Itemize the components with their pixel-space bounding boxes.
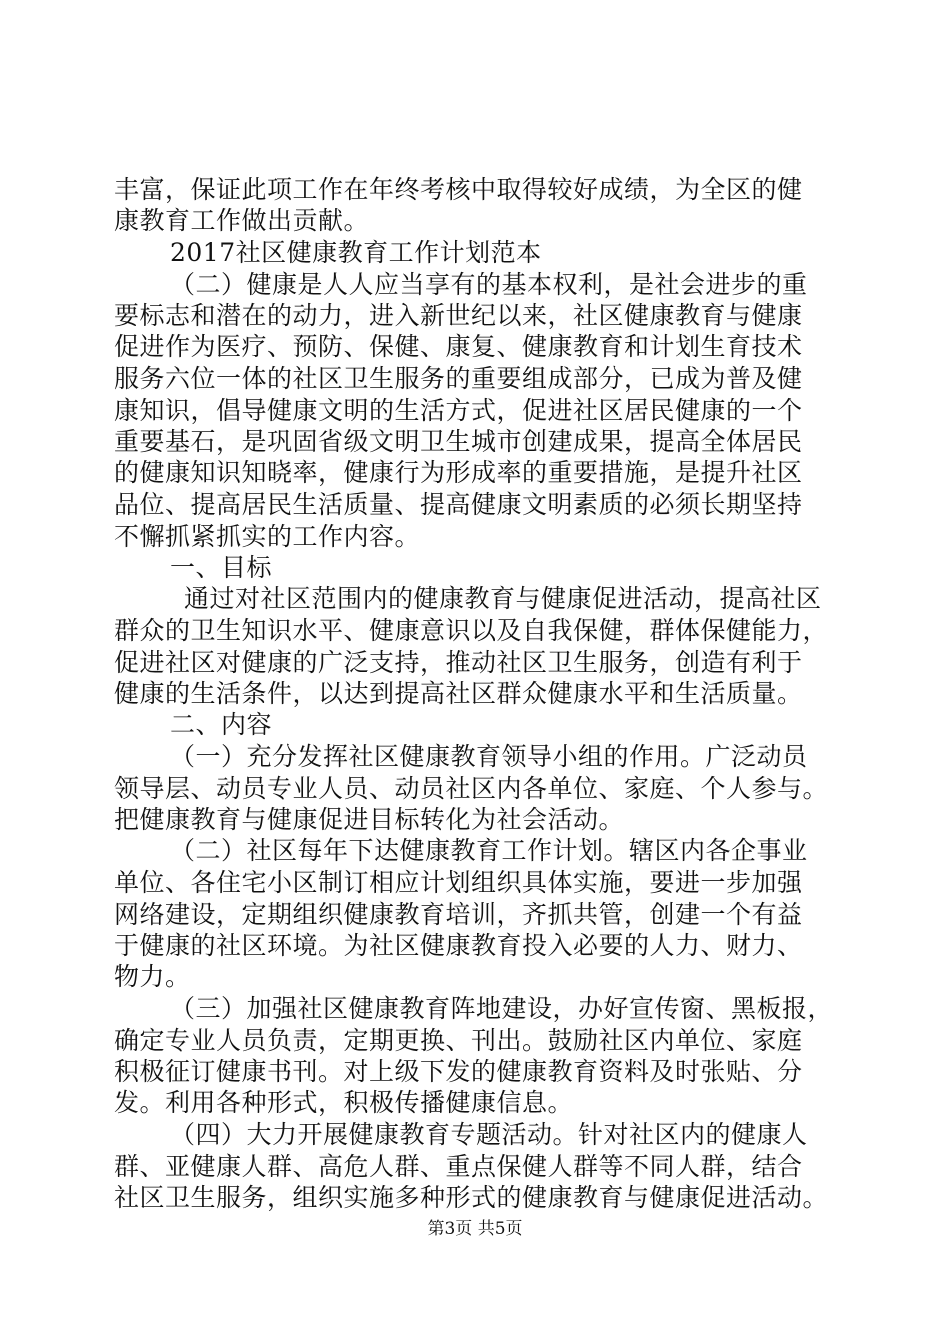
paragraph-line: 于健康的社区环境。为社区健康教育投入必要的人力、财力、 (114, 931, 803, 960)
paragraph-line: 把健康教育与健康促进目标转化为社会活动。 (114, 805, 625, 834)
paragraph-line: 领导层、动员专业人员、动员社区内各单位、家庭、个人参与。 (114, 774, 829, 803)
paragraph-line: 要标志和潜在的动力，进入新世纪以来，社区健康教育与健康 (114, 301, 803, 330)
paragraph-line: 康教育工作做出贡献。 (114, 206, 370, 235)
paragraph-line: 通过对社区范围内的健康教育与健康促进活动，提高社区 (184, 584, 822, 613)
paragraph-line: 品位、提高居民生活质量、提高健康文明素质的必须长期坚持 (114, 490, 803, 519)
paragraph-line: 重要基石，是巩固省级文明卫生城市创建成果，提高全体居民 (114, 427, 803, 456)
paragraph-line: （一）充分发挥社区健康教育领导小组的作用。广泛动员 (170, 742, 808, 771)
paragraph-line: 物力。 (114, 962, 191, 991)
paragraph-line: 的健康知识知晓率，健康行为形成率的重要措施，是提升社区 (114, 458, 803, 487)
paragraph-line: 社区卫生服务，组织实施多种形式的健康教育与健康促进活动。 (114, 1183, 829, 1212)
section-heading: 一、目标 (170, 553, 273, 582)
page-footer: 第3页 共5页 (427, 1219, 523, 1239)
paragraph-line: （四）大力开展健康教育专题活动。针对社区内的健康人 (170, 1120, 808, 1149)
paragraph-line: 促进社区对健康的广泛支持，推动社区卫生服务，创造有利于 (114, 648, 803, 677)
paragraph-line: 确定专业人员负责，定期更换、刊出。鼓励社区内单位、家庭 (114, 1026, 803, 1055)
paragraph-line: 群、亚健康人群、高危人群、重点保健人群等不同人群，结合 (114, 1152, 803, 1181)
paragraph-line: 网络建设，定期组织健康教育培训，齐抓共管，创建一个有益 (114, 900, 803, 929)
paragraph-line: 丰富，保证此项工作在年终考核中取得较好成绩，为全区的健 (114, 175, 803, 204)
section-title: 2017社区健康教育工作计划范本 (170, 238, 542, 267)
paragraph-line: 单位、各住宅小区制订相应计划组织具体实施，要进一步加强 (114, 868, 803, 897)
paragraph-line: （二）社区每年下达健康教育工作计划。辖区内各企事业 (170, 836, 808, 865)
paragraph-line: 群众的卫生知识水平、健康意识以及自我保健，群体保健能力， (114, 616, 829, 645)
paragraph-line: 服务六位一体的社区卫生服务的重要组成部分，已成为普及健 (114, 364, 803, 393)
paragraph-line: 康知识，倡导健康文明的生活方式，促进社区居民健康的一个 (114, 396, 803, 425)
paragraph-line: （三）加强社区健康教育阵地建设，办好宣传窗、黑板报， (170, 994, 834, 1023)
paragraph-line: 积极征订健康书刊。对上级下发的健康教育资料及时张贴、分 (114, 1057, 803, 1086)
paragraph-line: 健康的生活条件，以达到提高社区群众健康水平和生活质量。 (114, 679, 803, 708)
paragraph-line: 不懈抓紧抓实的工作内容。 (114, 522, 421, 551)
paragraph-line: （二）健康是人人应当享有的基本权利，是社会进步的重 (170, 270, 808, 299)
section-heading: 二、内容 (170, 710, 273, 739)
paragraph-line: 发。利用各种形式，积极传播健康信息。 (114, 1088, 574, 1117)
paragraph-line: 促进作为医疗、预防、保健、康复、健康教育和计划生育技术 (114, 332, 803, 361)
